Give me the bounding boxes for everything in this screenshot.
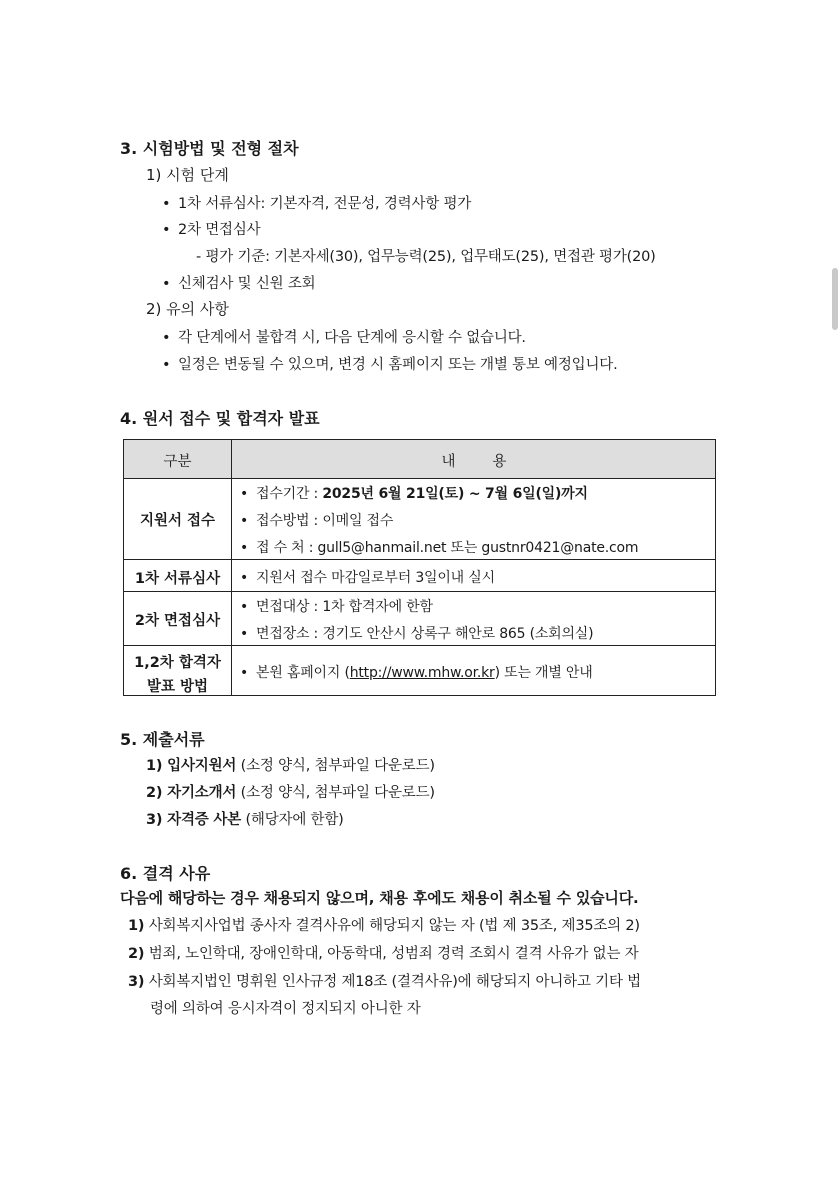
section-6-title: 6. 결격 사유: [120, 864, 211, 883]
row-announcement-label-2: 발표 방법: [146, 679, 209, 695]
table-divider: [124, 559, 715, 560]
row-application-label: 지원서 접수: [139, 513, 216, 529]
bullet-icon: •: [162, 222, 171, 238]
homepage-prefix: 본원 홈페이지 (: [256, 665, 350, 681]
table-divider: [124, 645, 715, 646]
section-5-title: 5. 제출서류: [120, 730, 205, 749]
row-announcement-label-1: 1,2차 합격자: [134, 655, 221, 671]
bullet-icon: •: [240, 540, 249, 556]
table-divider: [124, 478, 715, 479]
sec3-bullet-1-text: 1차 서류심사: 기본자격, 전문성, 경력사항 평가: [178, 196, 472, 212]
section-3-title: 3. 시험방법 및 전형 절차: [120, 139, 299, 158]
bullet-icon: •: [240, 626, 249, 642]
sec6-intro: 다음에 해당하는 경우 채용되지 않으며, 채용 후에도 채용이 취소될 수 있습니다.: [120, 889, 639, 907]
homepage-link[interactable]: http://www.mhw.or.kr: [349, 665, 495, 681]
sec5-item-1-note: (소정 양식, 첨부파일 다운로드): [236, 758, 435, 774]
sec3-bullet-3-text: 신체검사 및 신원 조회: [178, 276, 316, 292]
sec6-item-1: [128, 914, 640, 935]
table-divider: [124, 591, 715, 592]
sec6-item-2: [128, 942, 638, 963]
sec5-item-2-title: 2) 자기소개서: [146, 785, 237, 801]
sec3-bullet-4-text: 각 단계에서 불합격 시, 다음 단계에 응시할 수 없습니다.: [178, 330, 526, 346]
contact-text: 접 수 처 : gull5@hanmail.net 또는 gustnr0421@nate.com: [256, 540, 639, 556]
row-interview-line-2: [240, 623, 593, 643]
sec5-item-1: [146, 754, 435, 775]
sec6-item-2-number: 2): [128, 946, 145, 962]
row-application-line-1: [240, 483, 588, 503]
bullet-icon: •: [240, 513, 249, 529]
sec5-item-3-note: (해당자에 한함): [241, 812, 344, 828]
sec6-item-3-cont: 령에 의하여 응시자격이 정지되지 아니한 자: [150, 1001, 421, 1017]
section-4-title: 4. 원서 접수 및 합격자 발표: [120, 409, 320, 428]
interview-target-text: 면접대상 : 1차 합격자에 한함: [256, 599, 433, 615]
bullet-icon: •: [240, 665, 249, 681]
sec3-bullet-2-text: 2차 면접심사: [178, 222, 261, 238]
bullet-icon: •: [162, 196, 171, 212]
sec3-bullet-2-sub: - 평가 기준: 기본자세(30), 업무능력(25), 업무태도(25), 면접관 평가(20): [196, 249, 656, 265]
period-value: 2025년 6월 21일(토) ~ 7월 6일(일)까지: [322, 486, 588, 502]
sec6-item-1-number: 1): [128, 918, 145, 934]
sec5-item-2-note: (소정 양식, 첨부파일 다운로드): [236, 785, 435, 801]
period-label: 접수기간 :: [256, 486, 323, 502]
homepage-suffix: ) 또는 개별 안내: [494, 665, 593, 681]
bullet-icon: •: [240, 486, 249, 502]
sec6-item-3-number: 3): [128, 974, 145, 990]
sec3-bullet-4: [162, 326, 526, 347]
row-interview-line-1: [240, 596, 433, 616]
row-document-screening-label: 1차 서류심사: [134, 571, 221, 587]
sec6-item-2-text: 범죄, 노인학대, 장애인학대, 아동학대, 성범죄 경력 조회시 결격 사유가 없는 자: [144, 946, 639, 962]
bullet-icon: •: [240, 599, 249, 615]
method-text: 접수방법 : 이메일 접수: [256, 513, 394, 529]
header-content: 내 용: [441, 454, 507, 470]
row-document-screening-line: [240, 567, 495, 587]
sec3-bullet-5-text: 일정은 변동될 수 있으며, 변경 시 홈페이지 또는 개별 통보 예정입니다.: [178, 357, 618, 373]
row-application-line-2: [240, 510, 393, 530]
sec3-sub-1: 1) 시험 단계: [146, 166, 229, 184]
bullet-icon: •: [162, 330, 171, 346]
sec6-item-1-text: 사회복지사업법 종사자 결격사유에 해당되지 않는 자 (법 제 35조, 제35조의 2): [144, 918, 640, 934]
application-table: [123, 439, 716, 696]
sec5-item-3-title: 3) 자격증 사본: [146, 812, 242, 828]
interview-place-text: 면접장소 : 경기도 안산시 상록구 해안로 865 (소회의실): [256, 626, 594, 642]
bullet-icon: •: [162, 357, 171, 373]
sec3-sub-2: 2) 유의 사항: [146, 300, 229, 318]
sec3-bullet-1: [162, 192, 471, 213]
bullet-icon: •: [240, 570, 249, 586]
header-category: 구분: [163, 454, 192, 470]
row-application-line-3: [240, 537, 638, 557]
sec6-item-3-text: 사회복지법인 명휘원 인사규정 제18조 (결격사유)에 해당되지 아니하고 기타 법: [144, 974, 641, 990]
sec3-bullet-5: [162, 353, 618, 374]
sec6-item-3: [128, 970, 641, 991]
sec3-bullet-2: [162, 218, 260, 239]
sec5-item-1-title: 1) 입사지원서: [146, 758, 237, 774]
scrollbar-thumb[interactable]: [832, 268, 838, 330]
bullet-icon: •: [162, 276, 171, 292]
sec5-item-3: [146, 808, 344, 829]
row-interview-label: 2차 면접심사: [134, 613, 221, 629]
row-announcement-line: [240, 662, 593, 682]
sec3-bullet-3: [162, 272, 316, 293]
screening-text: 지원서 접수 마감일로부터 3일이내 실시: [256, 570, 495, 586]
sec5-item-2: [146, 781, 435, 802]
